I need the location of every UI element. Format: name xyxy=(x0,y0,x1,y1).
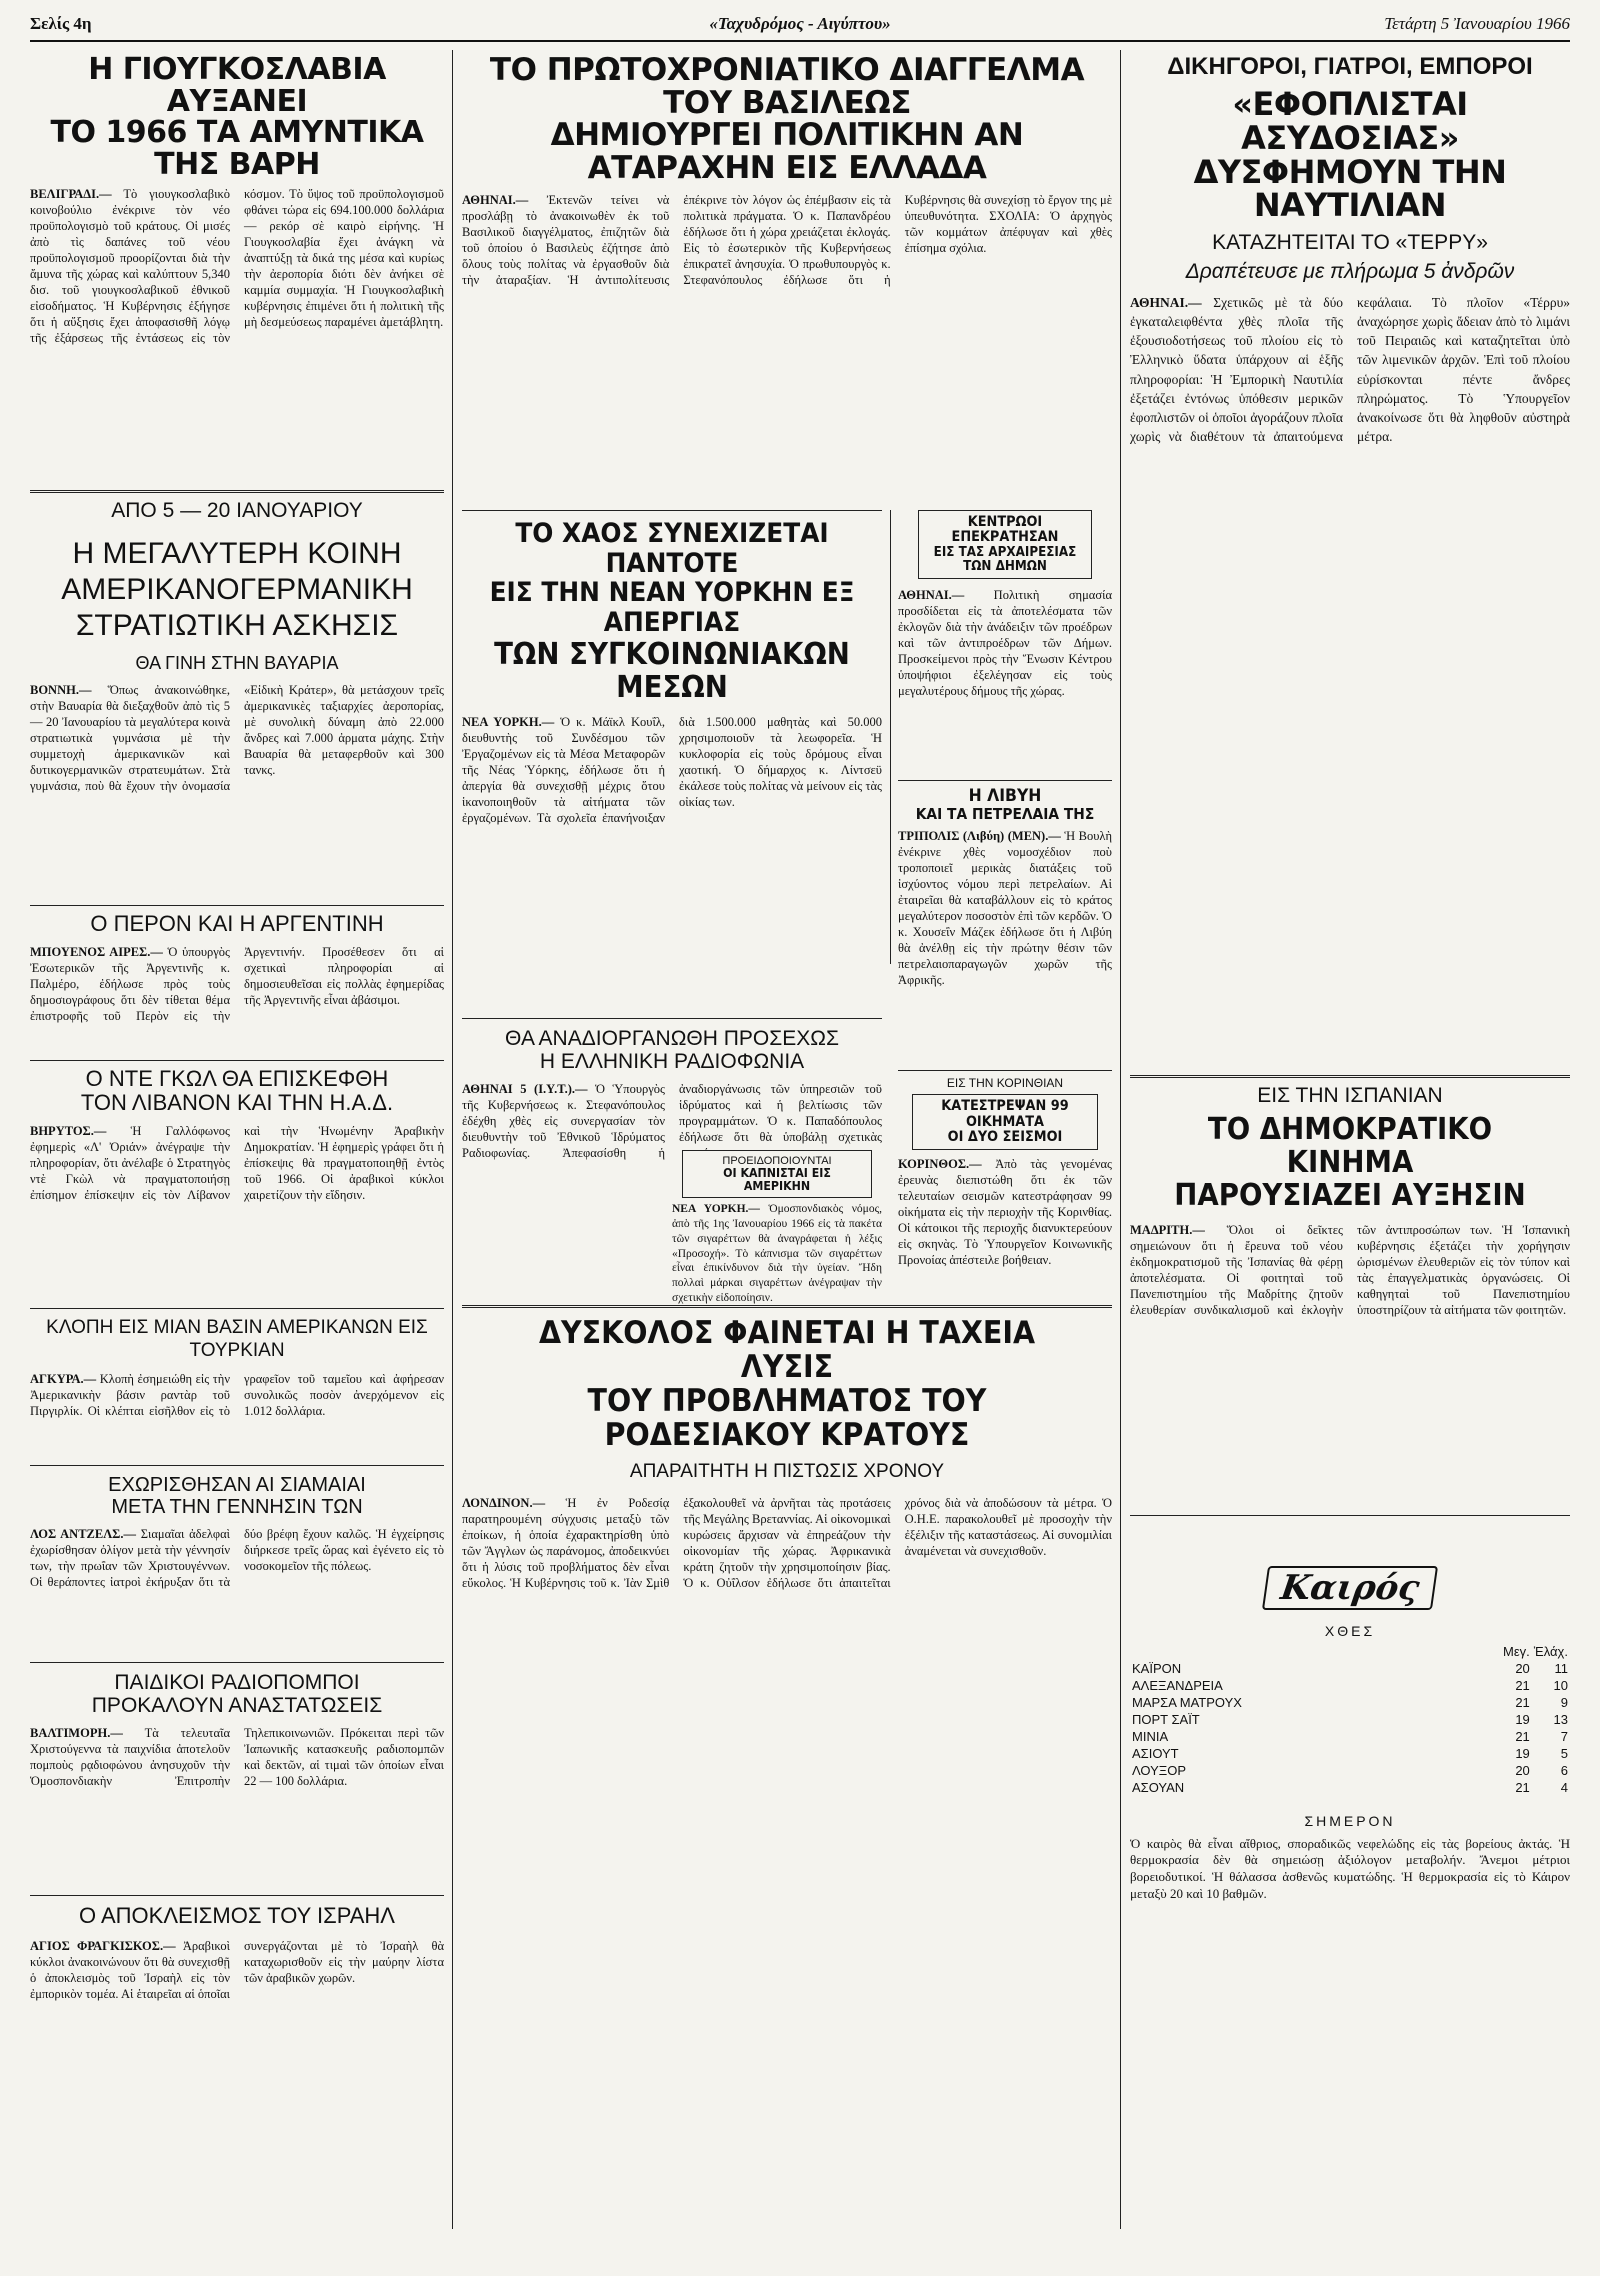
headline: ΚΑΤΕΣΤΡΕΨΑΝ 99 ΟΙΚΗΜΑΤΑ xyxy=(941,1098,1069,1130)
headline: ΠΑΙΔΙΚΟΙ ΡΑΔΙΟΠΟΜΠΟΙ xyxy=(114,1671,360,1694)
article-text: Ὁ κ. Μάϊκλ Κουΐλ, διευθυντὴς τοῦ Συνδέσμου τῶν Ἐργαζομένων εἰς τὰ Μέσα Μεταφορῶν τῆς Νέας Ὑόρκης, ἐδήλωσε ὅτι ἡ ἀπεργία θὰ συνεχισθῇ μέχρις ὅτου ἱκανοποιηθοῦν τὰ αἰτήματα τῶν ἐργαζομένων. Τὰ σχολεῖα ἐπανήνοιξαν διὰ 1.500.000 μαθητὰς καὶ 50.000 χρησιμοποιοῦν τὰ λεωφορεῖα. Ἡ κυκλοφορία εἰς τοὺς δρόμους εἶναι χαοτική. Ὁ δήμαρχος κ. Λίντσεϋ ἐκάλεσε τοὺς πολίτας νὰ μείνουν εἰς τὰς οἰκίας των. xyxy=(462,714,882,825)
article-text: Πολιτικὴ σημασία προσδίδεται εἰς τὰ ἀποτελέσματα τῶν ἐκλογῶν διὰ τὴν ἀνάδειξιν τῶν προέδρων καὶ τῶν ἀντιπροέδρων τῶν Δήμων. Προσκείμενοι πρὸς τὴν Ἕνωσιν Κέντρου ὑποψήφιοι ἐξελέγησαν εἰς τοὺς μεγαλυτέρους δήμους τῆς χώρας. xyxy=(898,588,1112,699)
weather-min: 10 xyxy=(1553,1678,1568,1694)
headline: ΟΙ ΔΥΟ ΣΕΙΣΜΟΙ xyxy=(947,1128,1063,1145)
article-yugoslavia xyxy=(30,54,444,482)
article-corinth-earthquakes xyxy=(898,1070,1112,1302)
article-text: Ὁμοσπονδιακὸς νόμος, ἀπὸ τῆς 1ης Ἰανουαρίου 1966 εἰς τὰ πακέτα τῶν σιγαρέττων θὰ ἀναγράφεται ἡ λέξις «Προσοχή». Τὸ κάπνισμα τῶν σιγαρέττων εἶναι ἐπικίνδυνον διὰ τὴν ὑγείαν. Ἤδη πολλαὶ μάρκαι σιγαρέττων ἀνέγραψαν τὴν σχετικὴν εἰδοποίησιν. xyxy=(672,1203,883,1304)
dateline: ΒΑΛΤΙΜΟΡΗ.— xyxy=(30,1726,123,1741)
article-text: Ἡ ἐν Ροδεσίᾳ παρατηρουμένη σύγχυσις μεταξὺ τῶν ἐποίκων, ἡ ὁποία ἐχαρακτηρίσθη ὑπὸ τῶν Ἄγγλων ὡς παράνομος, ἀποδεικνύει ὅτι ἡ λύσις τοῦ προβλήματος δὲν εἶναι εὔκολος. Ἡ Κυβέρνησις τοῦ κ. Ἰὰν Σμὶθ ἐξακολουθεῖ νὰ ἀρνῆται τὰς προτάσεις τῆς Μεγάλης Βρεταννίας. Αἱ οἰκονομικαὶ κυρώσεις ἄρχισαν νὰ ἐπηρεάζουν τὴν οἰκονομίαν τῆς χώρας. Ἀφρικανικὰ κράτη ζητοῦν τὴν χρησιμοποίησιν βίας. Ὁ κ. Οὐΐλσον ἐδήλωσε ὅτι ἀπαιτεῖται χρόνος διὰ νὰ ἀποδώσουν τὰ μέτρα. Ὁ Ο.Η.Ε. παρακολουθεῖ μὲ προσοχὴν τὴν ἐξέλιξιν τῆς καταστάσεως. Αἱ συνομιλίαι ἀναμένεται νὰ συνεχισθοῦν. xyxy=(462,1496,1112,1591)
weather-max: 20 xyxy=(1515,1763,1530,1779)
headline: ΚΕΝΤΡΩΟΙ ΕΠΕΚΡΑΤΗΣΑΝ xyxy=(951,514,1059,546)
article-body xyxy=(898,587,1112,699)
dateline: ΒΗΡΥΤΟΣ.— xyxy=(30,1124,107,1139)
dateline: ΒΕΛΙΓΡΑΔΙ.— xyxy=(30,187,112,201)
weather-row xyxy=(1130,1677,1570,1694)
article-body xyxy=(30,1526,444,1590)
dateline: ΤΡΙΠΟΛΙΣ (Λιβύη) (ΜΕΝ).— xyxy=(898,829,1061,844)
weather-today-label: ΣΗΜΕΡΟΝ xyxy=(1304,1813,1396,1830)
article-body xyxy=(462,714,882,826)
article-children-radios xyxy=(30,1662,444,1896)
article-body xyxy=(30,1725,444,1789)
column-divider xyxy=(1120,50,1121,2229)
article-rhodesia xyxy=(462,1305,1112,2236)
weather-max: 21 xyxy=(1515,1729,1530,1745)
issue-date: Τετάρτη 5 Ἰανουαρίου 1966 xyxy=(1384,14,1570,33)
dateline: ΜΑΔΡΙΤΗ.— xyxy=(1130,1223,1205,1238)
dateline: ΒΟΝΝΗ.— xyxy=(30,682,92,697)
weather-min: 13 xyxy=(1553,1712,1568,1728)
article-text: Τὰ τελευταῖα Χριστούγεννα τὰ παιχνίδια ἀποτελοῦν πομποὺς ρᾳδιοφώνου ἀνησυχοῦν τὴν Ὁμοσπονδιακὴν Ἐπιτροπὴν Τηλεπικοινωνιῶν. Πρόκειται περὶ τῶν Ἰαπωνικῆς κατασκευῆς ραδιοπομπῶν καὶ δεκτῶν, αἱ τιμαὶ τῶν ὁποίων εἶναι 22 — 100 δολλάρια. xyxy=(30,1726,444,1789)
headline: ΔΙΚΗΓΟΡΟΙ, ΓΙΑΤΡΟΙ, ΕΜΠΟΡΟΙ xyxy=(1167,53,1533,80)
weather-row xyxy=(1130,1779,1570,1796)
headline: ΤΟΥ ΠΡΟΒΛΗΜΑΤΟΣ ΤΟΥ ΡΟΔΕΣΙΑΚΟΥ ΚΡΑΤΟΥΣ xyxy=(587,1383,987,1454)
weather-row xyxy=(1130,1762,1570,1779)
article-body xyxy=(30,1938,444,2002)
article-spain xyxy=(1130,1075,1570,1514)
headline-box xyxy=(912,1094,1098,1150)
article-text: Κλοπὴ ἐσημειώθη εἰς τὴν Ἀμερικανικὴν βάσιν ραντὰρ τοῦ Πιργιρλίκ. Οἱ κλέπται εἰσῆλθον εἰς τὸ γραφεῖον τοῦ ταμεῖου καὶ ἀφήρεσαν συνολικῶς ποσὸν ἀνερχόμενον εἰς 1.012 δολλάρια. xyxy=(30,1371,444,1418)
article-theft-turkey xyxy=(30,1308,444,1467)
headline: ΤΟ 1966 ΤΑ ΑΜΥΝΤΙΚΑ ΤΗΣ ΒΑΡΗ xyxy=(50,115,424,182)
weather-city: ΑΛΕΞΑΝΔΡΕΙΑ xyxy=(1132,1678,1223,1694)
article-body xyxy=(30,682,444,794)
weather-row xyxy=(1130,1694,1570,1711)
headline: Η ΕΛΛΗΝΙΚΗ ΡΑΔΙΟΦΩΝΙΑ xyxy=(539,1050,805,1074)
article-body xyxy=(30,944,444,1024)
article-bavaria xyxy=(30,490,444,899)
article-text: Ἡ Γαλλόφωνος ἐφημερὶς «Λ' Ὀριάν» ἀνέγραψε τὴν πληροφορίαν, ὅτι ἀνέλαβε ὁ Στρατηγὸς ντὲ Γκὼλ νὰ πραγματοποιήσῃ ἐπίσημον ἐπίσκεψιν εἰς τὸν Λίβανον καὶ τὴν Ἡνωμένην Ἀραβικὴν Δημοκρατίαν. Ἡ ἐφημερὶς γράφει ὅτι ἡ ἐπίσκεψις θὰ πραγματοποιηθῇ ἐντὸς τοῦ 1966. Οἱ ἀραβικοὶ κύκλοι χαιρετίζουν τὴν εἴδησιν. xyxy=(30,1124,444,1203)
headline: ΕΙΣ ΤΗΝ ΝΕΑΝ ΥΟΡΚΗΝ ΕΞ ΑΠΕΡΓΙΑΣ xyxy=(489,577,855,639)
headline: ΘΑ ΑΝΑΔΙΟΡΓΑΝΩΘΗ ΠΡΟΣΕΧΩΣ xyxy=(505,1027,839,1050)
weather-max: 20 xyxy=(1515,1661,1530,1677)
headline-box xyxy=(682,1150,872,1198)
article-body xyxy=(30,186,444,346)
dateline: ΑΓΚΥΡΑ.— xyxy=(30,1371,97,1386)
kicker: ΕΙΣ ΤΗΝ ΚΟΡΙΝΘΙΑΝ xyxy=(946,1076,1064,1090)
dateline: ΛΟΝΔΙΝΟΝ.— xyxy=(462,1496,546,1511)
paper-name: «Ταχυδρόμος - Αιγύπτου» xyxy=(709,14,891,33)
headline: ΠΑΡΟΥΣΙΑΖΕΙ ΑΥΞΗΣΙΝ xyxy=(1174,1178,1526,1214)
weather-row xyxy=(1130,1745,1570,1762)
weather-min: 7 xyxy=(1560,1729,1568,1745)
dateline: ΑΓΙΟΣ ΦΡΑΓΚΙΣΚΟΣ.— xyxy=(30,1939,176,1954)
headline-box xyxy=(918,510,1092,579)
article-municipal-elections xyxy=(898,510,1112,770)
article-text: Ὁ ὑπουργὸς Ἐσωτερικῶν τῆς Ἀργεντινῆς κ. Παλμέρο, ἐδήλωσε πρὸς τοὺς δημοσιογράφους ὅτι δὲν τίθεται θέμα ἐπιστροφῆς τοῦ Περὸν εἰς τὴν Ἀργεντινήν. Προσέθεσεν ὅτι αἱ σχετικαὶ πληροφορίαι αἱ δημοσιευθεῖσαι εἰς πολλὰς ἐφημερίδας τῆς Ἀργεντινῆς εἶναι ἀβάσιμοι. xyxy=(30,945,444,1024)
weather-forecast: Ὁ καιρὸς θὰ εἶναι αἴθριος, σποραδικῶς νεφελώδης εἰς τὰς βορείους ἀκτάς. Ἡ θερμοκρασία δὲν θὰ σημειώσῃ ἀξιόλογον μεταβολήν. Ἄνεμοι μέτριοι βορειοδυτικοί. Ἡ θάλασσα ἀσθενῶς κυματώδης. Ἡ θερμοκρασία εἰς τὸ Κάιρον μεταξὺ 20 καὶ 10 βαθμῶν. xyxy=(1130,1835,1570,1901)
weather-city: ΜΙΝΙΑ xyxy=(1132,1729,1169,1745)
weather-logo-wrap xyxy=(1130,1566,1570,1610)
weather-min: 6 xyxy=(1560,1763,1568,1779)
dateline: ΑΘΗΝΑΙ.— xyxy=(1130,294,1202,310)
article-body xyxy=(462,192,1112,288)
article-libya-oil xyxy=(898,780,1112,1067)
headline: ΕΙΣ ΤΑΣ ΑΡΧΑΙΡΕΣΙΑΣ ΤΩΝ ΔΗΜΩΝ xyxy=(933,544,1077,575)
column-divider xyxy=(890,510,891,964)
weather-city: ΜΑΡΣΑ ΜΑΤΡΟΥΧ xyxy=(1132,1695,1242,1711)
headline: Η ΛΙΒΥΗ xyxy=(968,786,1042,806)
article-body xyxy=(1130,293,1570,446)
article-siamese-twins xyxy=(30,1465,444,1664)
dateline: ΑΘΗΝΑΙ.— xyxy=(898,588,965,603)
headline: ΤΩΝ ΣΥΓΚΟΙΝΩΝΙΑΚΩΝ ΜΕΣΩΝ xyxy=(494,636,850,705)
weather-min: 5 xyxy=(1560,1746,1568,1762)
headline: Η ΜΕΓΑΛΥΤΕΡΗ ΚΟΙΝΗ ΑΜΕΡΙΚΑΝΟΓΕΡΜΑΝΙΚΗ ΣΤΡΑΤΙΩΤΙΚΗ ΑΣΚΗΣΙΣ xyxy=(61,537,413,643)
dateline: ΚΟΡΙΝΘΟΣ.— xyxy=(898,1157,982,1172)
headline: Ο ΠΕΡΟΝ ΚΑΙ Η ΑΡΓΕΝΤΙΝΗ xyxy=(90,911,384,936)
article-new-york-strike xyxy=(462,510,882,1019)
weather-city: ΛΟΥΞΟΡ xyxy=(1132,1763,1187,1779)
weather-min: 9 xyxy=(1560,1695,1568,1711)
article-text: Ὅπως ἀνακοινώθηκε, στὴν Βαυαρία θὰ διεξαχθοῦν ἀπὸ τὶς 5 — 20 Ἰανουαρίου τὰ μεγαλύτερα κοινὰ στρατιωτικὰ γυμνάσια μὲ τὴν συμμετοχὴ ἀμερικανικῶν καὶ δυτικογερμανικῶν στρατευμάτων. Στὰ γυμνάσια, ποὺ θὰ ἔχουν τὴν ὀνομασία «Εἰδικὴ Κράτερ», θὰ μετάσχουν τρεῖς ἀμερικανικὲς ταξιαρχίες ἀεροπορίας, μὲ συνολικὴ δύναμη ἀπὸ 22.000 ἄνδρες καὶ 7.000 ἀρματα μάχης. Στὴν Βαυαρία θὰ μεταφερθοῦν καὶ 300 τανκς. xyxy=(30,682,444,793)
headline: ΚΑΙ ΤΑ ΠΕΤΡΕΛΑΙΑ ΤΗΣ xyxy=(915,804,1095,823)
article-body xyxy=(898,828,1112,988)
weather-min: 11 xyxy=(1554,1661,1568,1677)
weather-box xyxy=(1130,1515,1570,2276)
weather-max: 19 xyxy=(1515,1712,1530,1728)
min-header: Ἐλάχ. xyxy=(1533,1644,1568,1660)
headline: ΔΗΜΙΟΥΡΓΕΙ ΠΟΛΙΤΙΚΗΝ ΑΝ ΑΤΑΡΑΧΗΝ ΕΙΣ ΕΛΛΑΔΑ xyxy=(550,117,1024,186)
dateline: ΝΕΑ ΥΟΡΚΗ.— xyxy=(462,714,555,729)
article-text: Ἀραβικοὶ κύκλοι ἀνακοινώνουν ὅτι θὰ συνεχισθῇ ὁ ἀποκλεισμὸς τοῦ Ἰσραὴλ εἰς τὸν ἐμπορικὸν τομέα. Αἱ ἑταιρεῖαι αἱ ὁποῖαι συνεργάζονται μὲ τὸ Ἰσραὴλ θὰ καταχωρισθοῦν εἰς τὴν μαύρην λίστα τῶν ἀραβικῶν χωρῶν. xyxy=(30,1939,444,2002)
weather-max: 21 xyxy=(1515,1780,1530,1796)
headline: Ο ΑΠΟΚΛΕΙΣΜΟΣ ΤΟΥ ΙΣΡΑΗΛ xyxy=(78,1903,396,1928)
max-header: Μεγ. xyxy=(1503,1644,1530,1660)
dateline: ΑΘΗΝΑΙ.— xyxy=(462,193,529,208)
headline: ΟΙ ΚΑΠΝΙΣΤΑΙ ΕΙΣ ΑΜΕΡΙΚΗΝ xyxy=(723,1166,831,1194)
article-body xyxy=(898,1156,1112,1268)
headline: ΠΡΟΚΑΛΟΥΝ ΑΝΑΣΤΑΤΩΣΕΙΣ xyxy=(91,1694,383,1718)
article-body xyxy=(30,1371,444,1419)
article-text: Ὅλοι οἱ δεῖκτες σημειώνουν ὅτι ἡ ἔρευνα τοῦ νέου ἐκδημοκρατισμοῦ τῆς Ἰσπανίας θὰ φέρῃ ἀποτελέσματα. Οἱ φοιτηταὶ τοῦ Πανεπιστημίου τῆς Μαδρίτης ζητοῦν ἐλευθερίαν συνδικαλισμοῦ καὶ ἐκλογὴν τῶν ἀντιπροσώπων των. Ἡ Ἰσπανικὴ κυβέρνησις ἐξετάζει τὴν χορήγησιν ὡρισμένων ἐλευθεριῶν εἰς τὸν τύπον καὶ τὰς ἐπαγγελματικὰς ὀργανώσεις. Οἱ καθηγηταὶ τοῦ Πανεπιστημίου ὑποστηρίζουν τὰ αἰτήματα τῶν φοιτητῶν. xyxy=(1130,1223,1570,1318)
headline: Η ΓΙΟΥΓΚΟΣΛΑΒΙΑ ΑΥΞΑΝΕΙ xyxy=(88,52,386,119)
weather-max: 19 xyxy=(1515,1746,1530,1762)
weather-row xyxy=(1130,1660,1570,1677)
weather-rows xyxy=(1130,1660,1570,1796)
weather-min: 4 xyxy=(1560,1780,1568,1796)
weather-max: 21 xyxy=(1515,1678,1530,1694)
column-divider xyxy=(452,50,453,2229)
article-text: Σχετικῶς μὲ τὰ δύο ἐγκαταλειφθέντα χθὲς πλοῖα τῆς ἐξουσιοδοτήσεως τοῦ πλοίου εἰς τὸ Ἐλληνικὸ ὕδατα ὑπάρχουν αἱ ἑξῆς πληροφορίαι: Ἡ Ἐμπορικὴ Ναυτιλία ἐξετάζει ἐντόνως ὑπόθεσιν μερικῶν ἐφοπλιστῶν οἱ ὁποῖοι ἀγοράζουν πλοῖα χωρὶς νὰ διαθέτουν τὰ ἀπαιτούμενα κεφάλαια. Τὸ πλοῖον «Τέρρυ» ἀναχώρησε χωρὶς ἄδειαν ἀπὸ τὸ λιμάνι τοῦ Πειραιῶς καὶ καταζητεῖται ὑπὸ τῶν λιμενικῶν ἀρχῶν. Ἐπὶ τοῦ πλοίου εὑρίσκονται πέντε ἄνδρες πληρώματος. Τὸ Ὑπουργεῖον ἀνακοίνωσε ὅτι θὰ ληφθοῦν αὐστηρὰ μέτρα. xyxy=(1130,294,1570,445)
headline: Ο ΝΤΕ ΓΚΩΛ ΘΑ ΕΠΙΣΚΕΦΘΗ xyxy=(85,1066,389,1091)
weather-city: ΑΣΙΟΥΤ xyxy=(1132,1746,1179,1762)
headline: ΔΥΣΦΗΜΟΥΝ ΤΗΝ ΝΑΥΤΙΛΙΑΝ xyxy=(1193,152,1507,225)
article-kings-message xyxy=(462,54,1112,494)
article-text: Ἀπὸ τὰς γενομένας ἐρευνὰς διεπιστώθη ὅτι ἐκ τῶν τελευταίων σεισμῶν κατεστράφησαν 99 οἰκήματα εἰς τὴν περιοχὴν τῆς Κορινθίας. Οἱ κάτοικοι τῆς περιοχῆς διανυκτερεύουν εἰς σκηνὰς. Τὸ Ὑπουργεῖον Κοινωνικῆς Προνοίας ἀπέστειλε βοήθειαν. xyxy=(898,1157,1112,1268)
headline: «ΕΦΟΠΛΙΣΤΑΙ ΑΣΥΔΟΣΙΑΣ» xyxy=(1232,85,1468,157)
weather-city: ΑΣΟΥΑΝ xyxy=(1132,1780,1185,1796)
headline: ΤΟΝ ΛΙΒΑΝΟΝ ΚΑΙ ΤΗΝ Η.Α.Δ. xyxy=(80,1090,394,1116)
weather-row xyxy=(1130,1711,1570,1728)
article-body xyxy=(1130,1222,1570,1318)
headline: ΜΕΤΑ ΤΗΝ ΓΕΝΝΗΣΙΝ ΤΩΝ xyxy=(111,1496,363,1518)
headline: ΚΛΟΠΗ ΕΙΣ ΜΙΑΝ ΒΑΣΙΝ ΑΜΕΡΙΚΑΝΩΝ ΕΙΣ ΤΟΥΡΚΙΑΝ xyxy=(46,1317,428,1361)
subheadline: ΘΑ ΓΙΝΗ ΣΤΗΝ ΒΑΥΑΡΙΑ xyxy=(135,653,339,674)
article-peron xyxy=(30,905,444,1062)
article-text: Σιαμαῖαι ἀδελφαὶ ἐχωρίσθησαν ὀλίγον μετὰ τὴν γέννησίν των, τὴν πρωΐαν τῶν Χριστουγέννων. Οἱ θεράποντες ἰατροὶ ἐκήρυξαν ὅτι τὰ δύο βρέφη ἔχουν καλῶς. Ἡ ἐγχείρησις διήρκεσε τρεῖς ὥρας καὶ ἐγένετο εἰς τὸ νοσοκομεῖον τῆς πόλεως. xyxy=(30,1527,444,1589)
subheadline: ΑΠΑΡΑΙΤΗΤΗ Η ΠΙΣΤΩΣΙΣ ΧΡΟΝΟΥ xyxy=(629,1461,945,1483)
article-body xyxy=(30,1123,444,1203)
dateline: ΝΕΑ ΥΟΡΚΗ.— xyxy=(672,1203,760,1216)
weather-logo: Καιρός xyxy=(1262,1566,1438,1610)
article-body xyxy=(672,1202,882,1305)
article-text: Τὸ γιουγκοσλαβικὸ κοινοβούλιο ἐνέκρινε τὸν νέο προϋπολογισμὸ τοῦ κράτους. Οἱ μισές ἀπὸ τὶς δαπάνες τοῦ νέου προϋπολογισμοῦ προορίζονται διὰ τὴν ἄμυνα τῆς χώρας καὶ καλύπτουν 5,340 δισ. τοῦ γιουγκοσλαβικοῦ ἐθνικοῦ εἰσοδήματος. Ἡ Κυβέρνησις ἐξήγησε ὅτι ἡ αὔξησις ἔχει ἀποφασισθῆ λόγῳ τῆς ἐξάρσεως τῆς ἐντάσεως εἰς τὸν κόσμον. Τὸ ὕψος τοῦ προϋπολογισμοῦ φθάνει τώρα εἰς 694.100.000 δολλάρια — ρεκόρ σὲ καιρὸ εἰρήνης. Ἡ Γιουγκοσλαβία ἔχει ἀνάγκη νὰ ἀναπτύξῃ τὰ δικά της μέσα καὶ κυρίως τὴν ἀεροπορία διότι δὲν ἀνήκει σὲ καμμία συμμαχία. Ἡ Γιουγκοσλαβικὴ κυβέρνησις ἐπιμένει ὅτι ἡ πολιτικὴ τῆς μὴ δεσμεύσεως παραμένει ἀμετάβλητη. xyxy=(30,187,444,345)
headline: ΔΥΣΚΟΛΟΣ ΦΑΙΝΕΤΑΙ Η ΤΑΧΕΙΑ ΛΥΣΙΣ xyxy=(538,1315,1036,1386)
dateline: ΛΟΣ ΑΝΤΖΕΛΣ.— xyxy=(30,1527,136,1541)
subheadline: ΚΑΤΑΖΗΤΕΙΤΑΙ ΤΟ «ΤΕΡΡΥ» xyxy=(1212,230,1488,254)
article-body xyxy=(462,1495,1112,1591)
dateline: ΜΠΟΥΕΝΟΣ ΑΙΡΕΣ.— xyxy=(30,945,163,960)
weather-table-header xyxy=(1130,1643,1570,1660)
headline: ΕΧΩΡΙΣΘΗΣΑΝ ΑΙ ΣΙΑΜΑΙΑΙ xyxy=(108,1474,366,1496)
article-text: Ἡ Βουλὴ ἐνέκρινε χθὲς νομοσχέδιον ποὺ τροποποιεῖ μερικὰς διατάξεις τοῦ ἰσχύοντος νόμου περὶ πετρελαίων. Αἱ ἐταιρεῖαι θὰ καταβάλλουν εἰς τὸ κράτος μεγαλύτερον ποσοστὸν ἐπὶ τῶν κερδῶν. Ὁ κ. Χουσεΐν Μάζεκ ἐδήλωσε ὅτι ἡ Λιβύη θὰ ἀνέλθῃ εἰς τὴν πρώτην θέσιν τῶν πετρελαιοπαραγωγῶν χωρῶν τῆς Ἀφρικῆς. xyxy=(898,829,1112,988)
weather-row xyxy=(1130,1728,1570,1745)
weather-city: ΚΑΪΡΟΝ xyxy=(1132,1661,1182,1677)
banner: ΑΠΟ 5 — 20 ΙΑΝΟΥΑΡΙΟΥ xyxy=(111,499,363,522)
headline: ΤΟ ΠΡΩΤΟΧΡΟΝΙΑΤΙΚΟ ΔΙΑΓΓΕΛΜΑ ΤΟΥ ΒΑΣΙΛΕΩΣ xyxy=(489,52,1085,121)
masthead xyxy=(30,14,1570,42)
subheadline: Δραπέτευσε με πλήρωμα 5 ἀνδρῶν xyxy=(1185,259,1515,283)
weather-city: ΠΟΡΤ ΣΑΪΤ xyxy=(1132,1712,1200,1728)
kicker: ΠΡΟΕΙΔΟΠΟΙΟΥΝΤΑΙ xyxy=(722,1155,832,1167)
page-number: Σελίς 4η xyxy=(30,14,92,33)
article-text: Ἐκτενῶν τείνει νὰ προσλάβῃ τὸ ἀνακοινωθὲν ἐκ τοῦ Βασιλικοῦ διαγγέλματος, ἐπιζητῶν διὰ τοῦ ὁποίου ὁ Βασιλεὺς ἐζήτησε ἀπὸ ὅλους τοὺς πολίτας νὰ ἐργασθοῦν διὰ τὴν ἀταραξίαν. Ἡ ἀντιπολίτευσις ἐπέκρινε τὸν λόγον ὡς ἐπέμβασιν εἰς τὰ πολιτικὰ πράγματα. Ὁ κ. Παπανδρέου ἐδήλωσε ὅτι ἡ χώρα χρειάζεται ἐκλογάς. Εἰς τὸ ἐσωτερικὸν τῆς Κυβερνήσεως ἐπικρατεῖ ἀνησυχία. Ὁ πρωθυπουργὸς κ. Στεφανόπουλος ἐδήλωσε ὅτι ἡ Κυβέρνησις θὰ συνεχίσῃ τὸ ἔργον της μὲ ὑπευθυνότητα. ΣΧΟΛΙΑ: Ὁ ἀρχηγὸς τῶν κομμάτων ἀπέφυγαν καὶ χθὲς ἐπίσημα σχόλια. xyxy=(462,193,1112,288)
weather-max: 21 xyxy=(1515,1695,1530,1711)
kicker: ΕΙΣ ΤΗΝ ΙΣΠΑΝΙΑΝ xyxy=(1257,1084,1443,1107)
headline: ΤΟ ΧΑΟΣ ΣΥΝΕΧΙΖΕΤΑΙ ΠΑΝΤΟΤΕ xyxy=(515,518,829,579)
article-smokers xyxy=(672,1150,883,1304)
weather-table xyxy=(1130,1643,1570,1796)
headline: ΤΟ ΔΗΜΟΚΡΑΤΙΚΟ ΚΙΝΗΜΑ xyxy=(1207,1112,1493,1181)
article-text: Ὁ Ὑπουργὸς τῆς Κυβερνήσεως κ. Στεφανόπουλος ἐδέχθη χθὲς εἰς συνεργασίαν τὸν διευθυντὴν τοῦ Ἐθνικοῦ Ἱδρύματος Ραδιοφωνίας. Ἀπεφασίσθη ἡ ἀναδιοργάνωσις τῶν ὑπηρεσιῶν τοῦ ἱδρύματος καὶ ἡ βελτίωσις τῶν προγραμμάτων. Ὁ κ. Παπαδόπουλος ἐδήλωσε ὅτι θὰ ὑποβάλῃ σχετικὰς xyxy=(462,1082,882,1161)
article-de-gaulle xyxy=(30,1060,444,1307)
weather-yesterday-label: ΧΘΕΣ xyxy=(1324,1623,1376,1639)
dateline: ΑΘΗΝΑΙ 5 (Ι.Υ.Τ.).— xyxy=(462,1082,588,1097)
article-shipping xyxy=(1130,54,1570,1064)
article-israel-blockade xyxy=(30,1895,444,2234)
